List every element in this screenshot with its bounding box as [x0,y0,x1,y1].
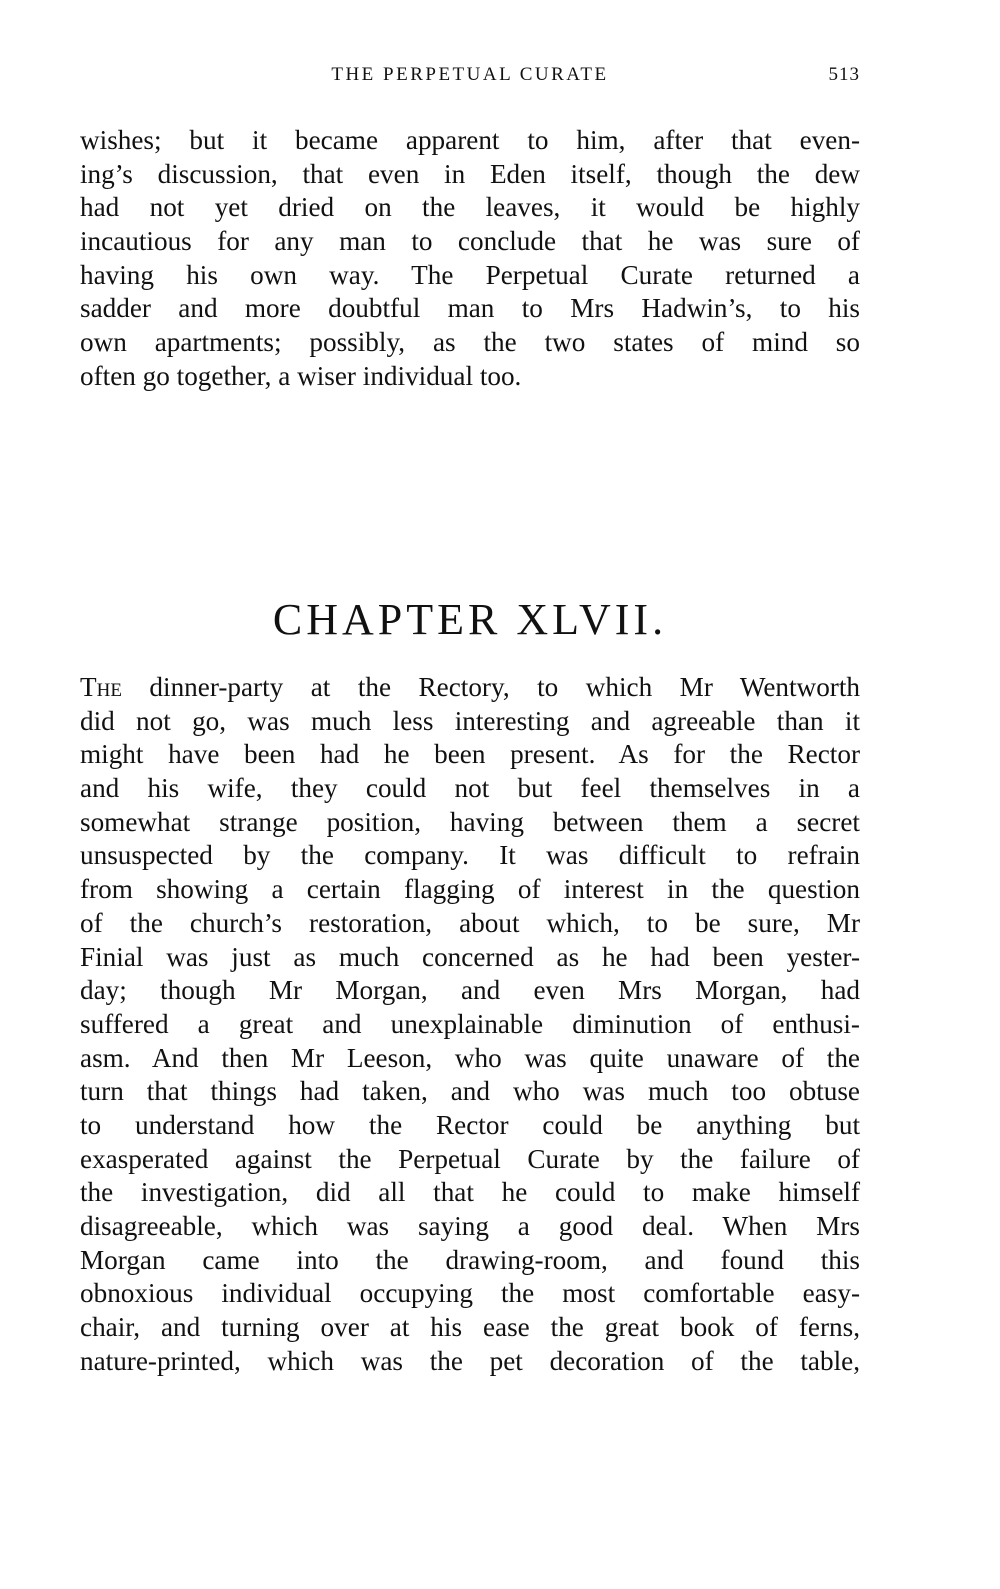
text-line: the investigation, did all that he could to make himself [80,1177,860,1208]
text-line: suffered a great and unexplainable diminution of enthusi- [80,1008,860,1039]
text-line: day; though Mr Morgan, and even Mrs Morgan, had [80,975,860,1006]
text-line: Finial was just as much concerned as he had been yester- [80,941,860,972]
text-line: obnoxious individual occupying the most comfortable easy- [80,1278,860,1309]
text-line: to understand how the Rector could be anything but [80,1109,860,1140]
paragraph-continued [80,124,860,394]
text-line: disagreeable, which was saying a good deal. When Mrs [80,1211,860,1241]
text-line: wishes; but it became apparent to him, after that even- [80,125,860,155]
first-line-text: dinner-party at the Rectory, to which Mr Wentworth [121,672,860,702]
text-line: had not yet dried on the leaves, it would be highly [80,192,860,223]
text-line: might have been had he been present. As for the Rector [80,739,860,770]
text-line: asm. And then Mr Leeson, who was quite unaware of the [80,1042,860,1073]
running-title: THE PERPETUAL CURATE [331,64,609,85]
text-line: having his own way. The Perpetual Curate returned a [80,259,860,290]
text-line: ing’s discussion, that even in Eden itself, though the dew [80,158,860,189]
text-line: own apartments; possibly, as the two states of mind so [80,327,860,358]
text-line: and his wife, they could not but feel themselves in a [80,773,860,804]
text-line: Morgan came into the drawing-room, and found this [80,1244,860,1275]
text-line: sadder and more doubtful man to Mrs Hadwin’s, to his [80,293,860,324]
text-line: somewhat strange position, having between them a secret [80,806,860,837]
text-line: incautious for any man to conclude that he was sure of [80,226,860,257]
text-line: of the church’s restoration, about which, to be sure, Mr [80,907,860,938]
text-line: chair, and turning over at his ease the great book of ferns, [80,1312,860,1343]
text-line: nature-printed, which was the pet decoration of the table, [80,1345,860,1376]
text-line [80,671,860,705]
text-line: from showing a certain flagging of interest in the question [80,874,860,905]
running-head [80,62,860,92]
text-line: turn that things had taken, and who was much too obtuse [80,1076,860,1107]
text-line: did not go, was much less interesting and agreeable than it [80,705,860,736]
opening-word: The [80,672,122,702]
page-number: 513 [828,64,860,85]
text-line: often go together, a wiser individual too. [80,360,522,391]
text-line: unsuspected by the company. It was difficult to refrain [80,840,860,871]
chapter-opening-paragraph [80,671,860,1378]
text-line: exasperated against the Perpetual Curate by the failure of [80,1143,860,1174]
chapter-heading: CHAPTER XLVII. [272,595,668,644]
